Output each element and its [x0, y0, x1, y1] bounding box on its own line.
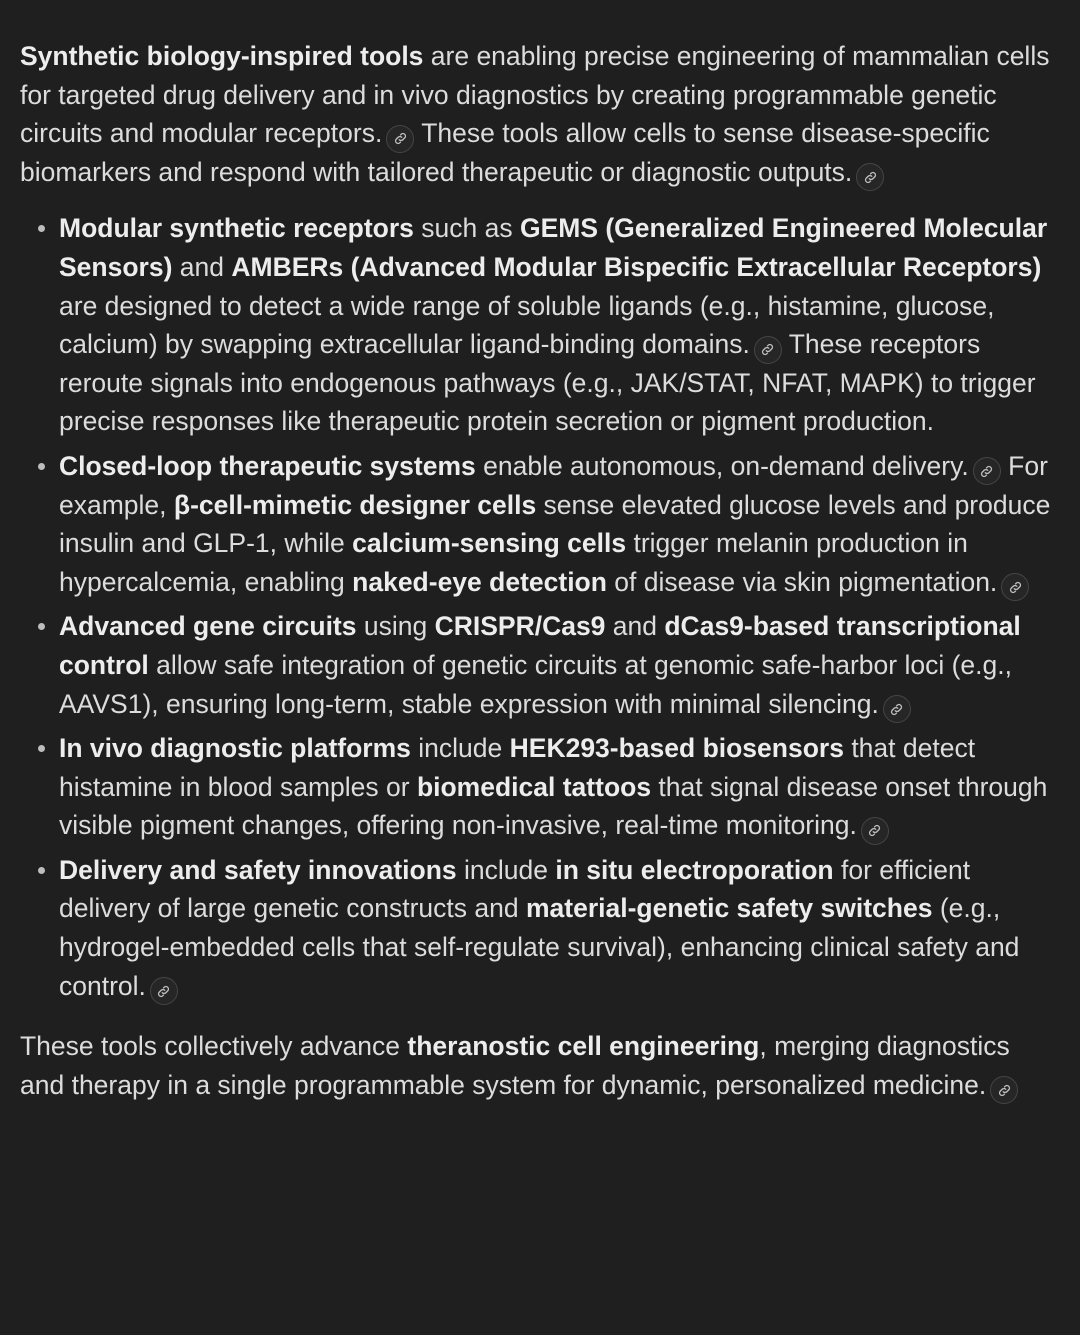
list-item	[20, 729, 1060, 845]
bold-term: β-cell-mimetic designer cells	[173, 489, 537, 520]
bold-term: theranostic cell engineering	[407, 1031, 760, 1062]
item-text: and	[605, 611, 665, 642]
citation-button[interactable]	[990, 1076, 1018, 1104]
citation-button[interactable]	[861, 817, 889, 845]
item-text: and	[172, 251, 232, 282]
item-text: allow safe integration of genetic circuits at genomic safe-harbor loci (e.g., AAVS1), ensuring long-term, stable expression with minimal silencing.	[59, 649, 1012, 719]
item-text: for efficient delivery of large genetic constructs and	[59, 854, 971, 924]
item-text: include	[410, 733, 510, 764]
bullet-list	[20, 209, 1060, 1005]
item-text: These receptors reroute signals into endogenous pathways (e.g., JAK/STAT, NFAT, MAPK) to trigger precise responses like therapeutic protein secretion or pigment production.	[59, 329, 1036, 437]
bold-term: GEMS (Generalized Engineered Molecular Sensors)	[59, 213, 1048, 282]
bold-term: in situ electroporation	[555, 854, 834, 885]
intro-bold: Synthetic biology-inspired tools	[20, 41, 424, 71]
intro-text-1: are enabling precise engineering of mammalian cells for targeted drug delivery and in vivo diagnostics by creating programmable genetic circuits and modular receptors.	[20, 41, 1050, 149]
citation-button[interactable]	[856, 163, 884, 191]
item-text: using	[356, 611, 435, 642]
link-icon	[156, 984, 171, 999]
item-text: (e.g., hydrogel-embedded cells that self-regulate survival), enhancing clinical safety and control.	[59, 893, 1020, 1001]
list-item	[20, 447, 1060, 601]
list-item	[20, 607, 1060, 723]
bold-term: dCas9-based transcriptional control	[59, 611, 1021, 680]
intro-text-2: These tools allow cells to sense disease-specific biomarkers and respond with tailored therapeutic or diagnostic outputs.	[20, 118, 990, 187]
item-text: enable autonomous, on-demand delivery.	[475, 450, 969, 481]
bold-term: Modular synthetic receptors	[59, 213, 414, 244]
bold-term: AMBERs (Advanced Modular Bispecific Extracellular Receptors)	[231, 251, 1042, 282]
citation-button[interactable]	[973, 457, 1001, 485]
citation-button[interactable]	[883, 695, 911, 723]
link-icon	[393, 131, 408, 146]
link-icon	[979, 464, 994, 479]
citation-button[interactable]	[150, 977, 178, 1005]
link-icon	[997, 1083, 1012, 1098]
bold-term: calcium-sensing cells	[352, 528, 627, 559]
list-item	[20, 851, 1060, 1005]
item-text: trigger melanin production in hypercalcemia, enabling	[59, 528, 968, 597]
item-text: include	[456, 854, 556, 885]
bold-term: HEK293-based biosensors	[509, 733, 844, 764]
item-text: that signal disease onset through visible pigment changes, offering non-invasive, real-time monitoring.	[59, 771, 1048, 841]
citation-button[interactable]	[754, 336, 782, 364]
bold-term: In vivo diagnostic platforms	[59, 733, 411, 764]
citation-button[interactable]	[386, 125, 414, 153]
citation-button[interactable]	[1001, 573, 1029, 601]
item-text: that detect histamine in blood samples or	[59, 733, 976, 802]
item-text: For example,	[59, 450, 1048, 520]
item-text: sense elevated glucose levels and produce insulin and GLP-1, while	[59, 489, 1051, 559]
bold-term: Delivery and safety innovations	[59, 854, 457, 885]
item-text: such as	[413, 213, 520, 244]
list-item	[20, 209, 1060, 441]
bold-term: biomedical tattoos	[416, 771, 652, 802]
item-text: are designed to detect a wide range of soluble ligands (e.g., histamine, glucose, calcium) by swapping extracellular ligand-binding domains.	[59, 290, 995, 360]
link-icon	[889, 702, 904, 717]
bold-term: material-genetic safety switches	[525, 893, 933, 924]
outro-paragraph	[20, 1027, 1060, 1104]
link-icon	[867, 823, 882, 838]
item-text: of disease via skin pigmentation.	[606, 566, 998, 597]
bold-term: Closed-loop therapeutic systems	[59, 450, 476, 481]
bold-term: Advanced gene circuits	[59, 611, 357, 642]
bold-term: CRISPR/Cas9	[434, 611, 606, 642]
link-icon	[760, 342, 775, 357]
intro-paragraph	[20, 37, 1060, 191]
link-icon	[1008, 580, 1023, 595]
link-icon	[863, 170, 878, 185]
outro-text-1: These tools collectively advance	[20, 1031, 408, 1062]
outro-text-2: , merging diagnostics and therapy in a single programmable system for dynamic, personalized medicine.	[20, 1031, 1010, 1100]
bold-term: naked-eye detection	[352, 566, 607, 597]
